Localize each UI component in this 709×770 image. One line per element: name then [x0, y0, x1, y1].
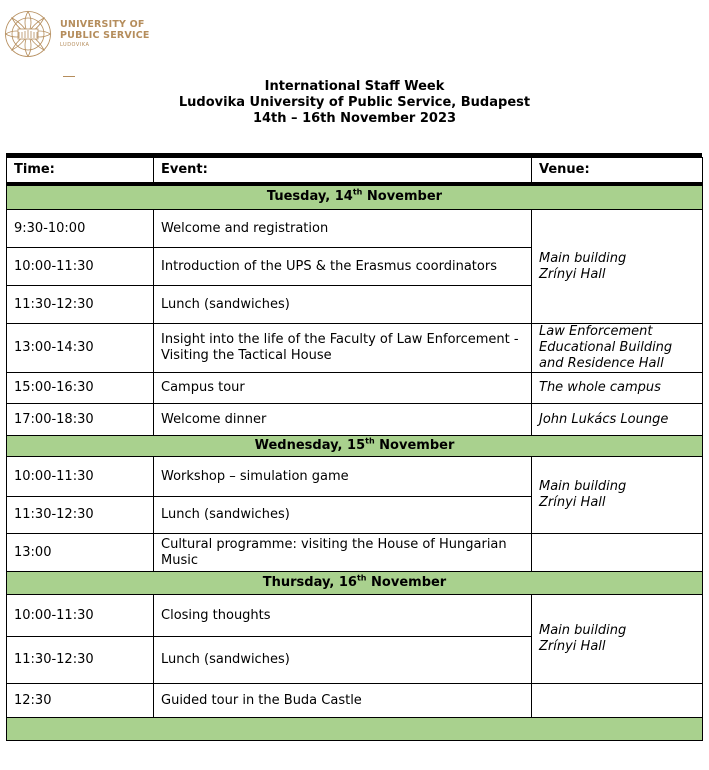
- time-cell: 10:00-11:30: [7, 248, 154, 286]
- time-cell: 10:00-11:30: [7, 457, 154, 497]
- venue-cell: Law Enforcement Educational Building and Residence Hall: [532, 324, 703, 373]
- event-cell: Welcome and registration: [154, 210, 532, 248]
- table-header-row: [7, 158, 703, 184]
- table-row: [7, 595, 703, 637]
- venue-cell-empty: [532, 534, 703, 572]
- venue-line: Zrínyi Hall: [539, 495, 606, 510]
- venue-line: Zrínyi Hall: [539, 266, 606, 282]
- venue-cell: [532, 595, 703, 684]
- event-cell: Campus tour: [154, 373, 532, 404]
- venue-line: Main building: [539, 479, 627, 494]
- document-title-block: [0, 79, 709, 127]
- table-row: [7, 373, 703, 404]
- time-cell: 11:30-12:30: [7, 286, 154, 324]
- time-cell: 13:00-14:30: [7, 324, 154, 373]
- document-subtitle: Ludovika University of Public Service, Budapest: [178, 95, 531, 110]
- schedule-table: [6, 157, 703, 741]
- table-row: [7, 404, 703, 436]
- venue-cell: The whole campus: [532, 373, 703, 404]
- footer-bar-cell: [7, 718, 703, 741]
- university-brand-text: [60, 19, 150, 49]
- day-row-thursday: [7, 572, 703, 595]
- header-event: Event:: [154, 158, 532, 184]
- header-time: Time:: [7, 158, 154, 184]
- brand-line-1: UNIVERSITY OF: [60, 19, 145, 30]
- university-seal-logo-icon: [4, 10, 52, 58]
- table-row: [7, 324, 703, 373]
- day-label: Tuesday, 14th November: [7, 184, 703, 210]
- table-row: [7, 210, 703, 248]
- day-row-tuesday: [7, 184, 703, 210]
- time-cell: 15:00-16:30: [7, 373, 154, 404]
- table-row: [7, 684, 703, 718]
- event-cell: Closing thoughts: [154, 595, 532, 637]
- time-cell: 11:30-12:30: [7, 497, 154, 534]
- event-cell: Cultural programme: visiting the House of Hungarian Music: [154, 534, 532, 572]
- document-dates: 14th – 16th November 2023: [252, 111, 457, 126]
- event-cell: Workshop – simulation game: [154, 457, 532, 497]
- venue-cell-empty: [532, 684, 703, 718]
- time-cell: 17:00-18:30: [7, 404, 154, 436]
- brand-sub: LUDOVIKA: [60, 42, 90, 48]
- event-cell: Lunch (sandwiches): [154, 497, 532, 534]
- table-row: [7, 457, 703, 497]
- event-cell: Welcome dinner: [154, 404, 532, 436]
- time-cell: 12:30: [7, 684, 154, 718]
- table-footer-bar: [7, 718, 703, 741]
- event-cell: Guided tour in the Buda Castle: [154, 684, 532, 718]
- day-row-wednesday: [7, 436, 703, 457]
- event-cell: Lunch (sandwiches): [154, 637, 532, 684]
- venue-cell: John Lukács Lounge: [532, 404, 703, 436]
- document-title: International Staff Week: [264, 79, 445, 94]
- time-cell: 13:00: [7, 534, 154, 572]
- day-label: Thursday, 16th November: [7, 572, 703, 595]
- time-cell: 10:00-11:30: [7, 595, 154, 637]
- venue-line: Zrínyi Hall: [539, 639, 606, 654]
- table-row: [7, 534, 703, 572]
- time-cell: 11:30-12:30: [7, 637, 154, 684]
- venue-line: Main building: [539, 250, 627, 266]
- brand-line-2: PUBLIC SERVICE: [60, 30, 150, 41]
- venue-cell: [532, 210, 703, 324]
- decorative-dash: [63, 76, 75, 77]
- event-cell: Insight into the life of the Faculty of Law Enforcement - Visiting the Tactical House: [154, 324, 532, 373]
- time-cell: 9:30-10:00: [7, 210, 154, 248]
- venue-line: Main building: [539, 623, 627, 638]
- event-cell: Introduction of the UPS & the Erasmus coordinators: [154, 248, 532, 286]
- event-cell: Lunch (sandwiches): [154, 286, 532, 324]
- day-label: Wednesday, 15th November: [7, 436, 703, 457]
- header-venue: Venue:: [532, 158, 703, 184]
- venue-cell: [532, 457, 703, 534]
